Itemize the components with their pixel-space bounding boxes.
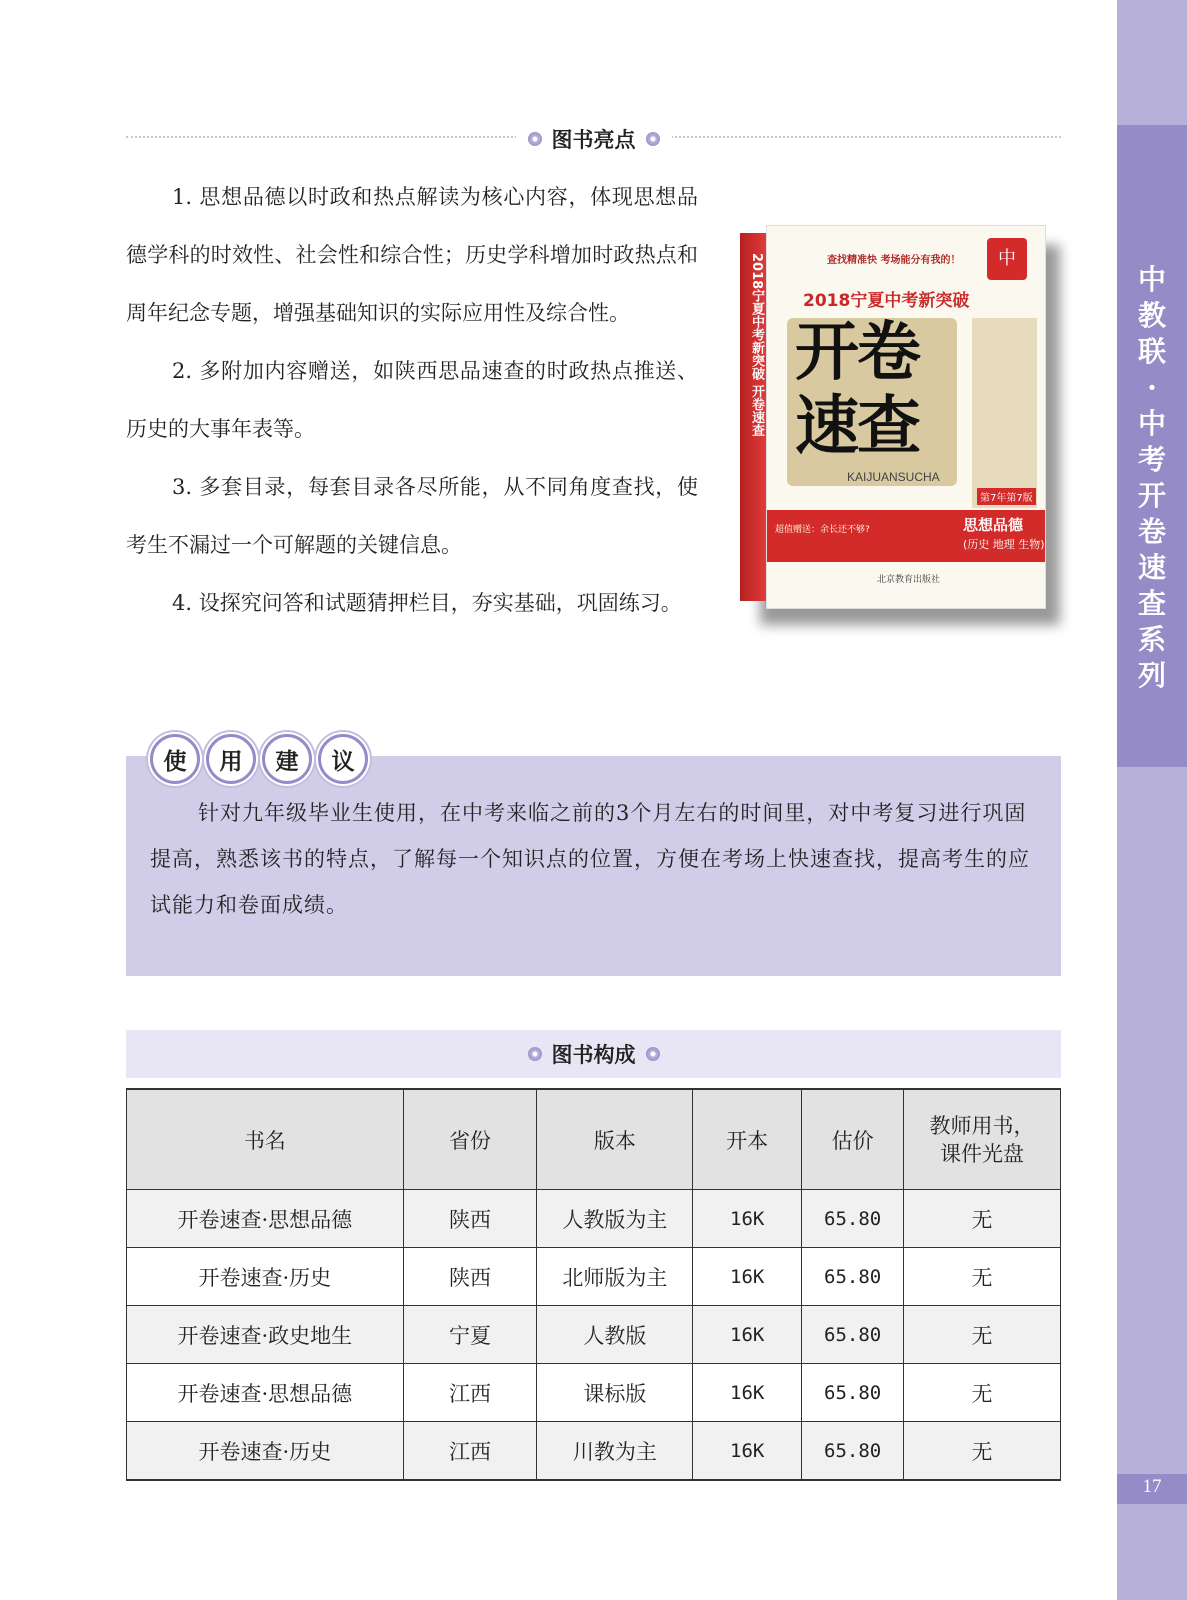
cell-title: 开卷速查·历史	[127, 1422, 404, 1481]
column-header: 开本	[693, 1089, 802, 1190]
cover-edition: 第7年第7版	[977, 488, 1036, 505]
composition-table	[126, 1088, 1061, 1481]
cell-edition: 北师版为主	[537, 1248, 693, 1306]
advice-badge: 使	[150, 734, 200, 784]
composition-header	[126, 1030, 1061, 1078]
column-header: 省份	[403, 1089, 537, 1190]
column-header: 估价	[802, 1089, 904, 1190]
cover-title: 开卷 速查	[795, 316, 919, 464]
cell-price: 65.80	[802, 1190, 904, 1248]
book-cover-image	[740, 225, 1060, 620]
table-row	[127, 1248, 1061, 1306]
cover-pinyin: KAIJUANSUCHA	[847, 470, 940, 484]
cover-tagline: 查找精准快 考场能分有我的！	[827, 255, 961, 266]
bullet-dot-icon	[528, 1047, 542, 1061]
page-number: 17	[1142, 1476, 1162, 1497]
cell-title: 开卷速查·政史地生	[127, 1306, 404, 1364]
cell-format: 16K	[693, 1190, 802, 1248]
column-header: 书名	[127, 1089, 404, 1190]
table-row	[127, 1364, 1061, 1422]
cover-publisher: 北京教育出版社	[877, 575, 941, 585]
advice-badge: 建	[262, 734, 312, 784]
cell-format: 16K	[693, 1422, 802, 1481]
cell-title: 开卷速查·思想品德	[127, 1364, 404, 1422]
cell-teacher: 无	[904, 1248, 1061, 1306]
highlights-header	[126, 124, 1061, 150]
cell-province: 宁夏	[403, 1306, 537, 1364]
cell-title: 开卷速查·思想品德	[127, 1190, 404, 1248]
cell-province: 江西	[403, 1364, 537, 1422]
cell-edition: 川教为主	[537, 1422, 693, 1481]
cover-subtitle: 2018宁夏中考新突破	[803, 291, 970, 311]
highlight-item: 3. 多套目录，每套目录各尽所能，从不同角度查找，使考生不漏过一个可解题的关键信息。	[126, 475, 698, 557]
bullet-dot-icon	[528, 132, 542, 146]
cell-province: 陕西	[403, 1190, 537, 1248]
cell-teacher: 无	[904, 1306, 1061, 1364]
bullet-dot-icon	[646, 132, 660, 146]
cell-edition: 课标版	[537, 1364, 693, 1422]
advice-text: 针对九年级毕业生使用，在中考来临之前的3个月左右的时间里，对中考复习进行巩固提高，熟悉该书的特点，了解每一个知识点的位置，方便在考场上快速查找，提高考生的应试能力和卷面成绩。	[150, 801, 1030, 917]
book-front	[766, 225, 1046, 609]
table-row	[127, 1422, 1061, 1481]
cell-province: 陕西	[403, 1248, 537, 1306]
advice-title	[150, 734, 368, 784]
publisher-logo-icon: 中	[987, 238, 1027, 280]
highlight-item: 2. 多附加内容赠送，如陕西思品速查的时政热点推送、历史的大事年表等。	[126, 359, 698, 441]
cover-side-panel	[972, 318, 1037, 508]
cover-subject-sub: (历史 地理 生物)	[963, 538, 1045, 551]
cell-teacher: 无	[904, 1422, 1061, 1481]
series-title: 中 教 联 · 中 考 开 卷 速 查 系 列	[1137, 263, 1166, 692]
table-header-row	[127, 1089, 1061, 1190]
cell-edition: 人教版为主	[537, 1190, 693, 1248]
column-header: 版本	[537, 1089, 693, 1190]
cell-format: 16K	[693, 1364, 802, 1422]
cell-teacher: 无	[904, 1364, 1061, 1422]
table-row	[127, 1190, 1061, 1248]
cover-band-text: 超值赠送：余长还不够?	[775, 525, 870, 535]
cell-price: 65.80	[802, 1248, 904, 1306]
highlights-title: 图书亮点	[551, 128, 636, 152]
cell-format: 16K	[693, 1248, 802, 1306]
table-row	[127, 1306, 1061, 1364]
advice-badge: 用	[206, 734, 256, 784]
cell-format: 16K	[693, 1306, 802, 1364]
highlight-item: 4. 设探究问答和试题猜押栏目，夯实基础，巩固练习。	[172, 591, 682, 615]
advice-badge: 议	[318, 734, 368, 784]
cell-teacher: 无	[904, 1190, 1061, 1248]
column-header: 教师用书，课件光盘	[904, 1089, 1061, 1190]
highlight-item: 1. 思想品德以时政和热点解读为核心内容，体现思想品德学科的时效性、社会性和综合性；历史学科增加时政热点和周年纪念专题，增强基础知识的实际应用性及综合性。	[126, 185, 698, 325]
cell-price: 65.80	[802, 1422, 904, 1481]
bullet-dot-icon	[646, 1047, 660, 1061]
cell-province: 江西	[403, 1422, 537, 1481]
composition-title: 图书构成	[551, 1043, 636, 1067]
cover-subject: 思想品德	[963, 516, 1024, 534]
cell-title: 开卷速查·历史	[127, 1248, 404, 1306]
highlights-list	[126, 168, 698, 632]
cell-price: 65.80	[802, 1306, 904, 1364]
book-spine: 2018宁夏中考新突破 开卷速查	[740, 233, 766, 601]
cell-price: 65.80	[802, 1364, 904, 1422]
cell-edition: 人教版	[537, 1306, 693, 1364]
